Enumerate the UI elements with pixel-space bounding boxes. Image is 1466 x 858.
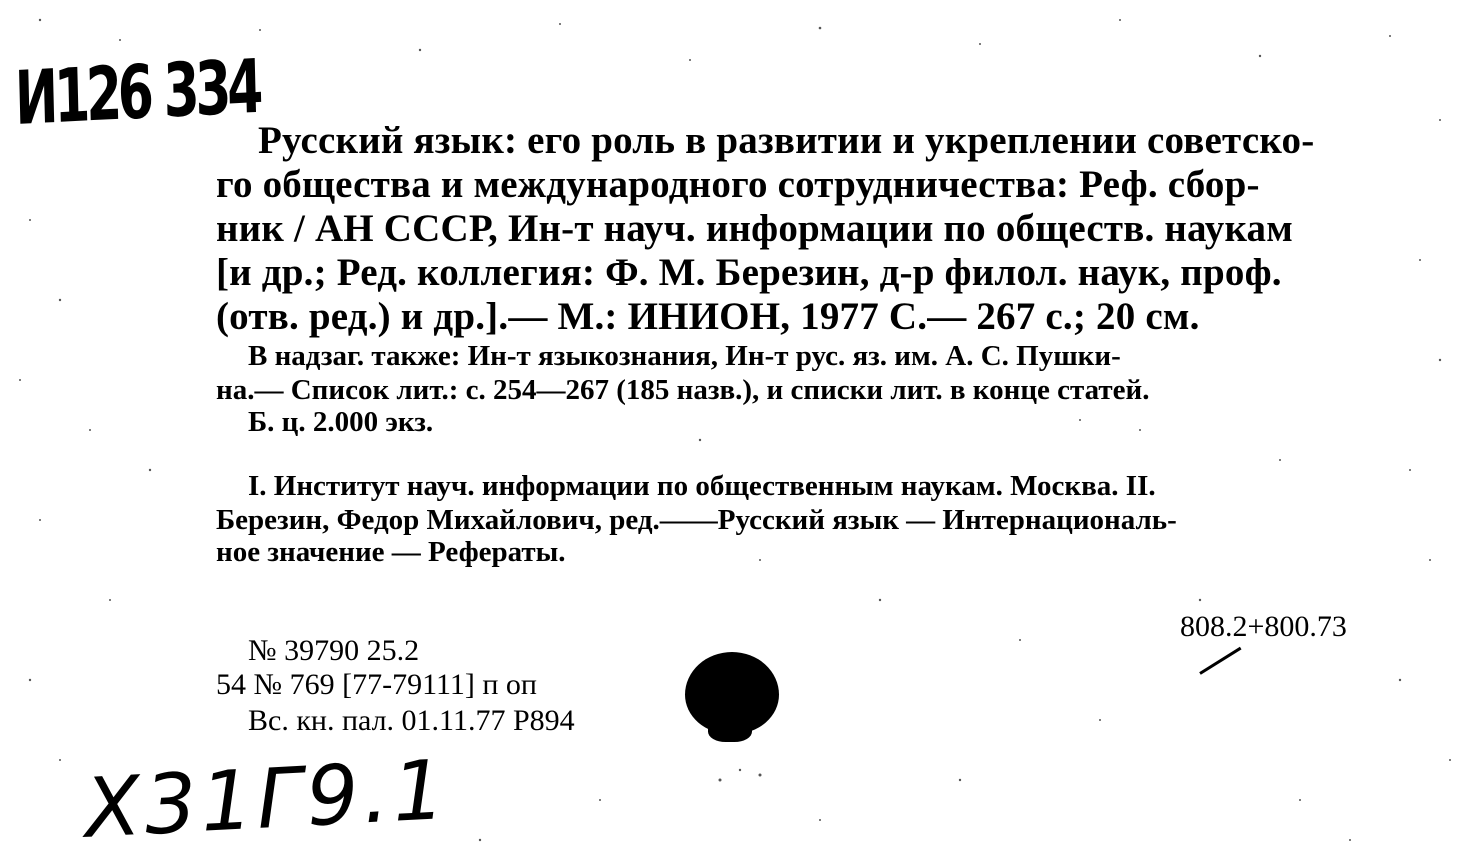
- entry-line: ник / АН СССР, Ин-т науч. информации по обществ. наукам: [216, 207, 1294, 250]
- handwritten-call-number: Х31Г9.1: [82, 742, 452, 857]
- entry-line: (отв. ред.) и др.].— М.: ИНИОН, 1977 С.— 267 с.; 20 см.: [216, 295, 1200, 338]
- handwritten-shelfmark: И126 334: [14, 43, 261, 142]
- note-line: В надзаг. также: Ин-т языкознания, Ин-т рус. яз. им. А. С. Пушки-: [248, 340, 1121, 372]
- pen-stroke-mark: [1199, 647, 1241, 675]
- tracing-line: Березин, Федор Михайлович, ред.——Русский язык — Интернациональ-: [216, 504, 1177, 536]
- imprint-line: 54 № 769 [77-79111] п оп: [216, 668, 537, 701]
- entry-line: [и др.; Ред. коллегия: Ф. М. Березин, д-р филол. наук, проф.: [216, 251, 1282, 294]
- classification-number: 808.2+800.73: [1180, 610, 1347, 643]
- entry-line: Русский язык: его роль в развитии и укреплении советско-: [258, 119, 1315, 162]
- note-line: Б. ц. 2.000 экз.: [248, 406, 434, 438]
- imprint-line: Вс. кн. пал. 01.11.77 Р894: [248, 704, 575, 737]
- ink-blot-stem: [708, 716, 752, 742]
- entry-line: го общества и международного сотрудничества: Реф. сбор-: [216, 163, 1260, 206]
- note-line: на.— Список лит.: с. 254—267 (185 назв.), и списки лит. в конце статей.: [216, 374, 1150, 406]
- tracing-line: I. Институт науч. информации по общественным наукам. Москва. II.: [248, 470, 1156, 502]
- tracing-line: ное значение — Рефераты.: [216, 536, 566, 568]
- imprint-line: № 39790 25.2: [248, 634, 420, 667]
